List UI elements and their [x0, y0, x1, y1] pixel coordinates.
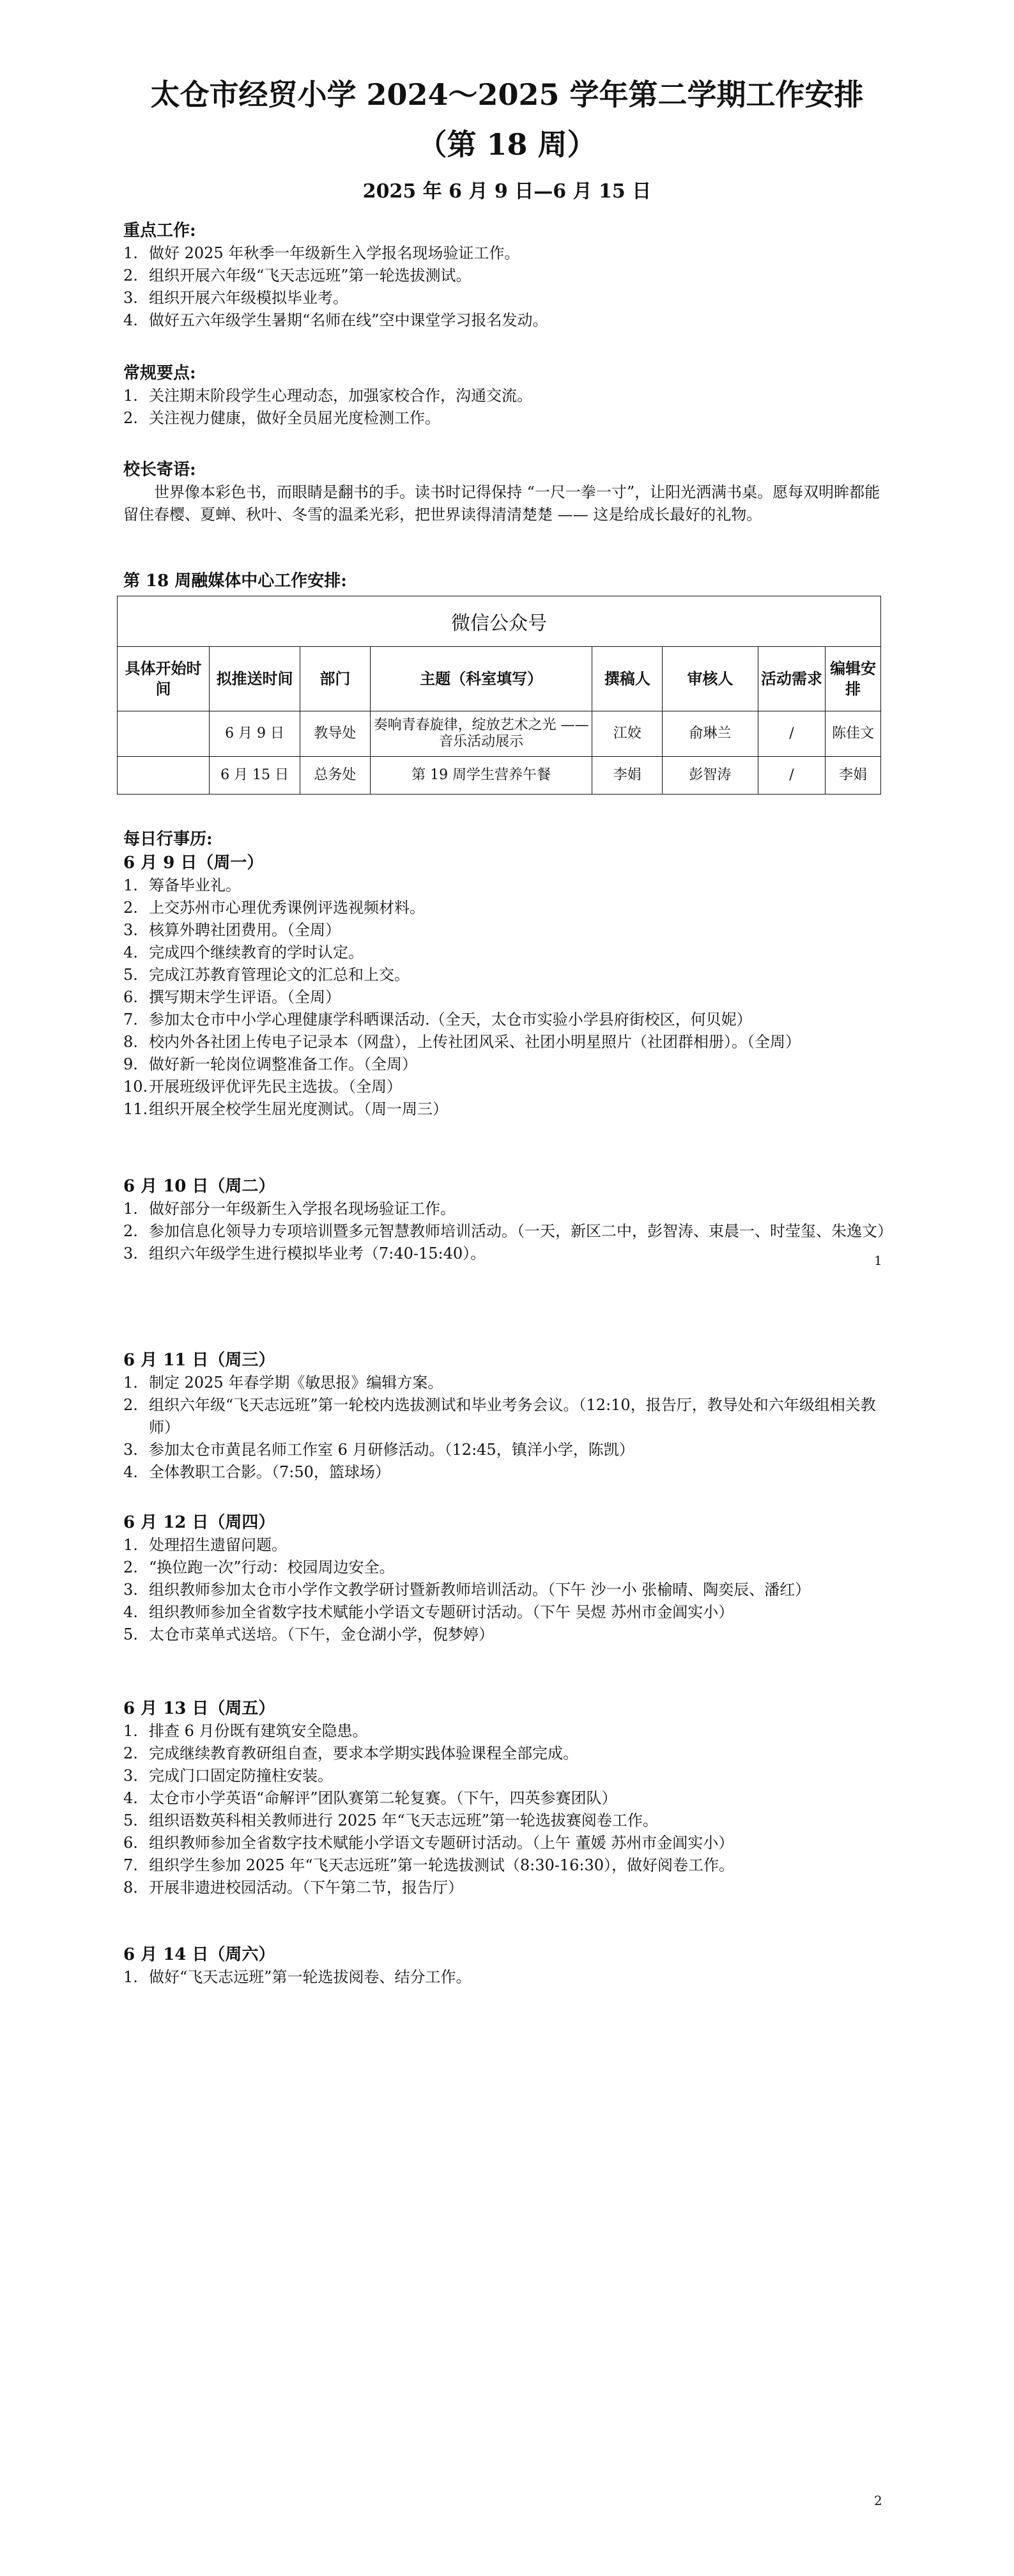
table-cell	[118, 711, 210, 757]
day-heading-thu: 6 月 12 日（周四）	[123, 1513, 275, 1532]
day-list-wed	[123, 1372, 893, 1484]
routine-heading: 常规要点:	[123, 364, 196, 383]
day-heading-wed: 6 月 11 日（周三）	[123, 1351, 275, 1370]
day-heading-fri: 6 月 13 日（周五）	[123, 1699, 275, 1718]
table-cell: 陈佳文	[826, 711, 881, 757]
list-item: 11. 组织开展全校学生屈光度测试。（周一周三）	[123, 1100, 448, 1118]
list-item: 4. 全体教职工合影。（7:50，篮球场）	[123, 1463, 390, 1481]
list-item: 1. 做好部分一年级新生入学报名现场验证工作。	[123, 1200, 456, 1218]
day-heading-tue: 6 月 10 日（周二）	[123, 1177, 275, 1196]
table-cell: 李娟	[826, 757, 881, 795]
media-heading: 第 18 周融媒体中心工作安排:	[123, 571, 347, 591]
focus-list	[123, 242, 893, 332]
table-cell: 奏响青春旋律，绽放艺术之光 —— 音乐活动展示	[370, 711, 592, 757]
list-item: 2. 关注视力健康，做好全员屈光度检测工作。	[123, 409, 440, 427]
list-item: 5. 完成江苏教育管理论文的汇总和上交。	[123, 966, 410, 984]
list-item: 8. 开展非遗进校园活动。（下午第二节，报告厅）	[123, 1879, 463, 1897]
day-list-sat	[123, 1966, 893, 1989]
list-item: 5. 组织语数英科相关教师进行 2025 年“飞天志远班”第一轮选拔赛阅卷工作。	[123, 1812, 658, 1829]
list-item: 4. 太仓市小学英语“命解评”团队赛第二轮复赛。（下午，四英参赛团队）	[123, 1789, 617, 1807]
list-item: 1. 制定 2025 年春学期《敏思报》编辑方案。	[123, 1374, 443, 1392]
page-number: 1	[874, 1253, 882, 1268]
table-header-row	[118, 647, 881, 711]
media-schedule-table	[117, 596, 881, 795]
list-item: 8. 校内外各社团上传电子记录本（网盘），上传社团风采、社团小明星照片（社团群相册）。（全周）	[123, 1033, 801, 1051]
list-item: 5. 太仓市菜单式送培。（下午，金仓湖小学，倪梦婷）	[123, 1626, 494, 1643]
date-range: 2025 年 6 月 9 日—6 月 15 日	[362, 180, 652, 203]
table-cell: /	[758, 757, 826, 795]
list-item: 6. 组织教师参加全省数字技术赋能小学语文专题研讨活动。（上午 董媛 苏州市金阊实小）	[123, 1834, 734, 1852]
list-item: 1. 关注期末阶段学生心理动态，加强家校合作，沟通交流。	[123, 387, 532, 405]
table-cell: 教导处	[300, 711, 371, 757]
table-cell: 李娟	[592, 757, 663, 795]
table-cell: 江姣	[592, 711, 663, 757]
list-item: 4. 做好五六年级学生暑期“名师在线”空中课堂学习报名发动。	[123, 311, 548, 329]
day-list-tue	[123, 1198, 893, 1265]
table-cell: 俞琳兰	[662, 711, 758, 757]
list-item: 2. 组织开展六年级“飞天志远班”第一轮选拔测试。	[123, 267, 472, 284]
column-header: 具体开始时间	[118, 647, 210, 711]
list-item: 2. 上交苏州市心理优秀课例评选视频材料。	[123, 899, 425, 917]
list-item: 2. 参加信息化领导力专项培训暨多元智慧教师培训活动。（一天，新区二中，彭智涛、束晨一、时莹玺、朱逸文）	[123, 1222, 893, 1240]
list-item: 1. 做好 2025 年秋季一年级新生入学报名现场验证工作。	[123, 244, 520, 262]
table-cell: 6 月 9 日	[209, 711, 300, 757]
column-header: 拟推送时间	[209, 647, 300, 711]
column-header: 部门	[300, 647, 371, 711]
principal-message: 世界像本彩色书，而眼睛是翻书的手。读书时记得保持 “一尺一拳一寸”，让阳光洒满书桌。愿每双明眸都能留住春樱、夏蝉、秋叶、冬雪的温柔光彩，把世界读得清清楚楚 —— 这是给成长最好的礼物。	[123, 483, 880, 524]
table-cell: /	[758, 711, 826, 757]
list-item: 2. 组织六年级“飞天志远班”第一轮校内选拔测试和毕业考务会议。（12:10，报告厅，教导处和六年级组相关教师）	[123, 1396, 876, 1436]
column-header: 活动需求	[758, 647, 826, 711]
week-subtitle: （第 18 周）	[417, 127, 597, 162]
table-cell: 彭智涛	[662, 757, 758, 795]
list-item: 3. 组织教师参加太仓市小学作文教学研讨暨新教师培训活动。（下午 沙一小 张榆晴、陶奕辰、潘红）	[123, 1581, 811, 1599]
list-item: 1. 筹备毕业礼。	[123, 876, 241, 894]
list-item: 1. 处理招生遗留问题。	[123, 1536, 287, 1554]
column-header: 主题（科室填写）	[370, 647, 592, 711]
page-number: 2	[874, 2493, 882, 2508]
list-item: 1. 做好“飞天志远班”第一轮选拔阅卷、结分工作。	[123, 1968, 472, 1986]
table-row	[118, 711, 881, 757]
list-item: 9. 做好新一轮岗位调整准备工作。（全周）	[123, 1055, 417, 1073]
table-cell: 第 19 周学生营养午餐	[370, 757, 592, 795]
table-cell: 6 月 15 日	[209, 757, 300, 795]
list-item: 6. 撰写期末学生评语。（全周）	[123, 988, 341, 1006]
list-item: 4. 组织教师参加全省数字技术赋能小学语文专题研讨活动。（下午 吴煜 苏州市金阊实小）	[123, 1603, 734, 1621]
list-item: 2. 完成继续教育教研组自查，要求本学期实践体验课程全部完成。	[123, 1744, 578, 1762]
list-item: 7. 组织学生参加 2025 年“飞天志远班”第一轮选拔测试（8:30-16:30），做好阅卷工作。	[123, 1856, 735, 1874]
table-caption: 微信公众号	[118, 596, 881, 647]
day-heading-mon: 6 月 9 日（周一）	[123, 853, 264, 873]
list-item: 7. 参加太仓市中小学心理健康学科晒课活动.（全天，太仓市实验小学县府街校区，何贝妮）	[123, 1011, 752, 1028]
list-item: 3. 核算外聘社团费用。（全周）	[123, 921, 341, 939]
column-header: 编辑安排	[826, 647, 881, 711]
document-title: 太仓市经贸小学 2024～2025 学年第二学期工作安排	[150, 77, 864, 112]
list-item: 1. 排查 6 月份既有建筑安全隐患。	[123, 1722, 368, 1740]
day-list-mon	[123, 874, 893, 1121]
column-header: 审核人	[662, 647, 758, 711]
routine-list	[123, 385, 893, 430]
day-list-thu	[123, 1534, 893, 1646]
list-item: 2. “换位跑一次”行动：校园周边安全。	[123, 1558, 395, 1576]
principal-heading: 校长寄语:	[123, 460, 196, 479]
focus-heading: 重点工作:	[123, 221, 196, 240]
column-header: 撰稿人	[592, 647, 663, 711]
table-row	[118, 757, 881, 795]
list-item: 3. 参加太仓市黄昆名师工作室 6 月研修活动。（12:45，镇洋小学，陈凯）	[123, 1441, 634, 1459]
list-item: 10. 开展班级评优评先民主选拔。（全周）	[123, 1078, 402, 1096]
list-item: 3. 组织开展六年级模拟毕业考。	[123, 289, 348, 307]
daily-heading: 每日行事历:	[123, 830, 213, 849]
table-cell: 总务处	[300, 757, 371, 795]
list-item: 3. 组织六年级学生进行模拟毕业考（7:40-15:40）。	[123, 1245, 486, 1262]
list-item: 3. 完成门口固定防撞柱安装。	[123, 1767, 333, 1785]
list-item: 4. 完成四个继续教育的学时认定。	[123, 943, 364, 961]
table-cell	[118, 757, 210, 795]
day-list-fri	[123, 1720, 893, 1899]
day-heading-sat: 6 月 14 日（周六）	[123, 1945, 275, 1964]
